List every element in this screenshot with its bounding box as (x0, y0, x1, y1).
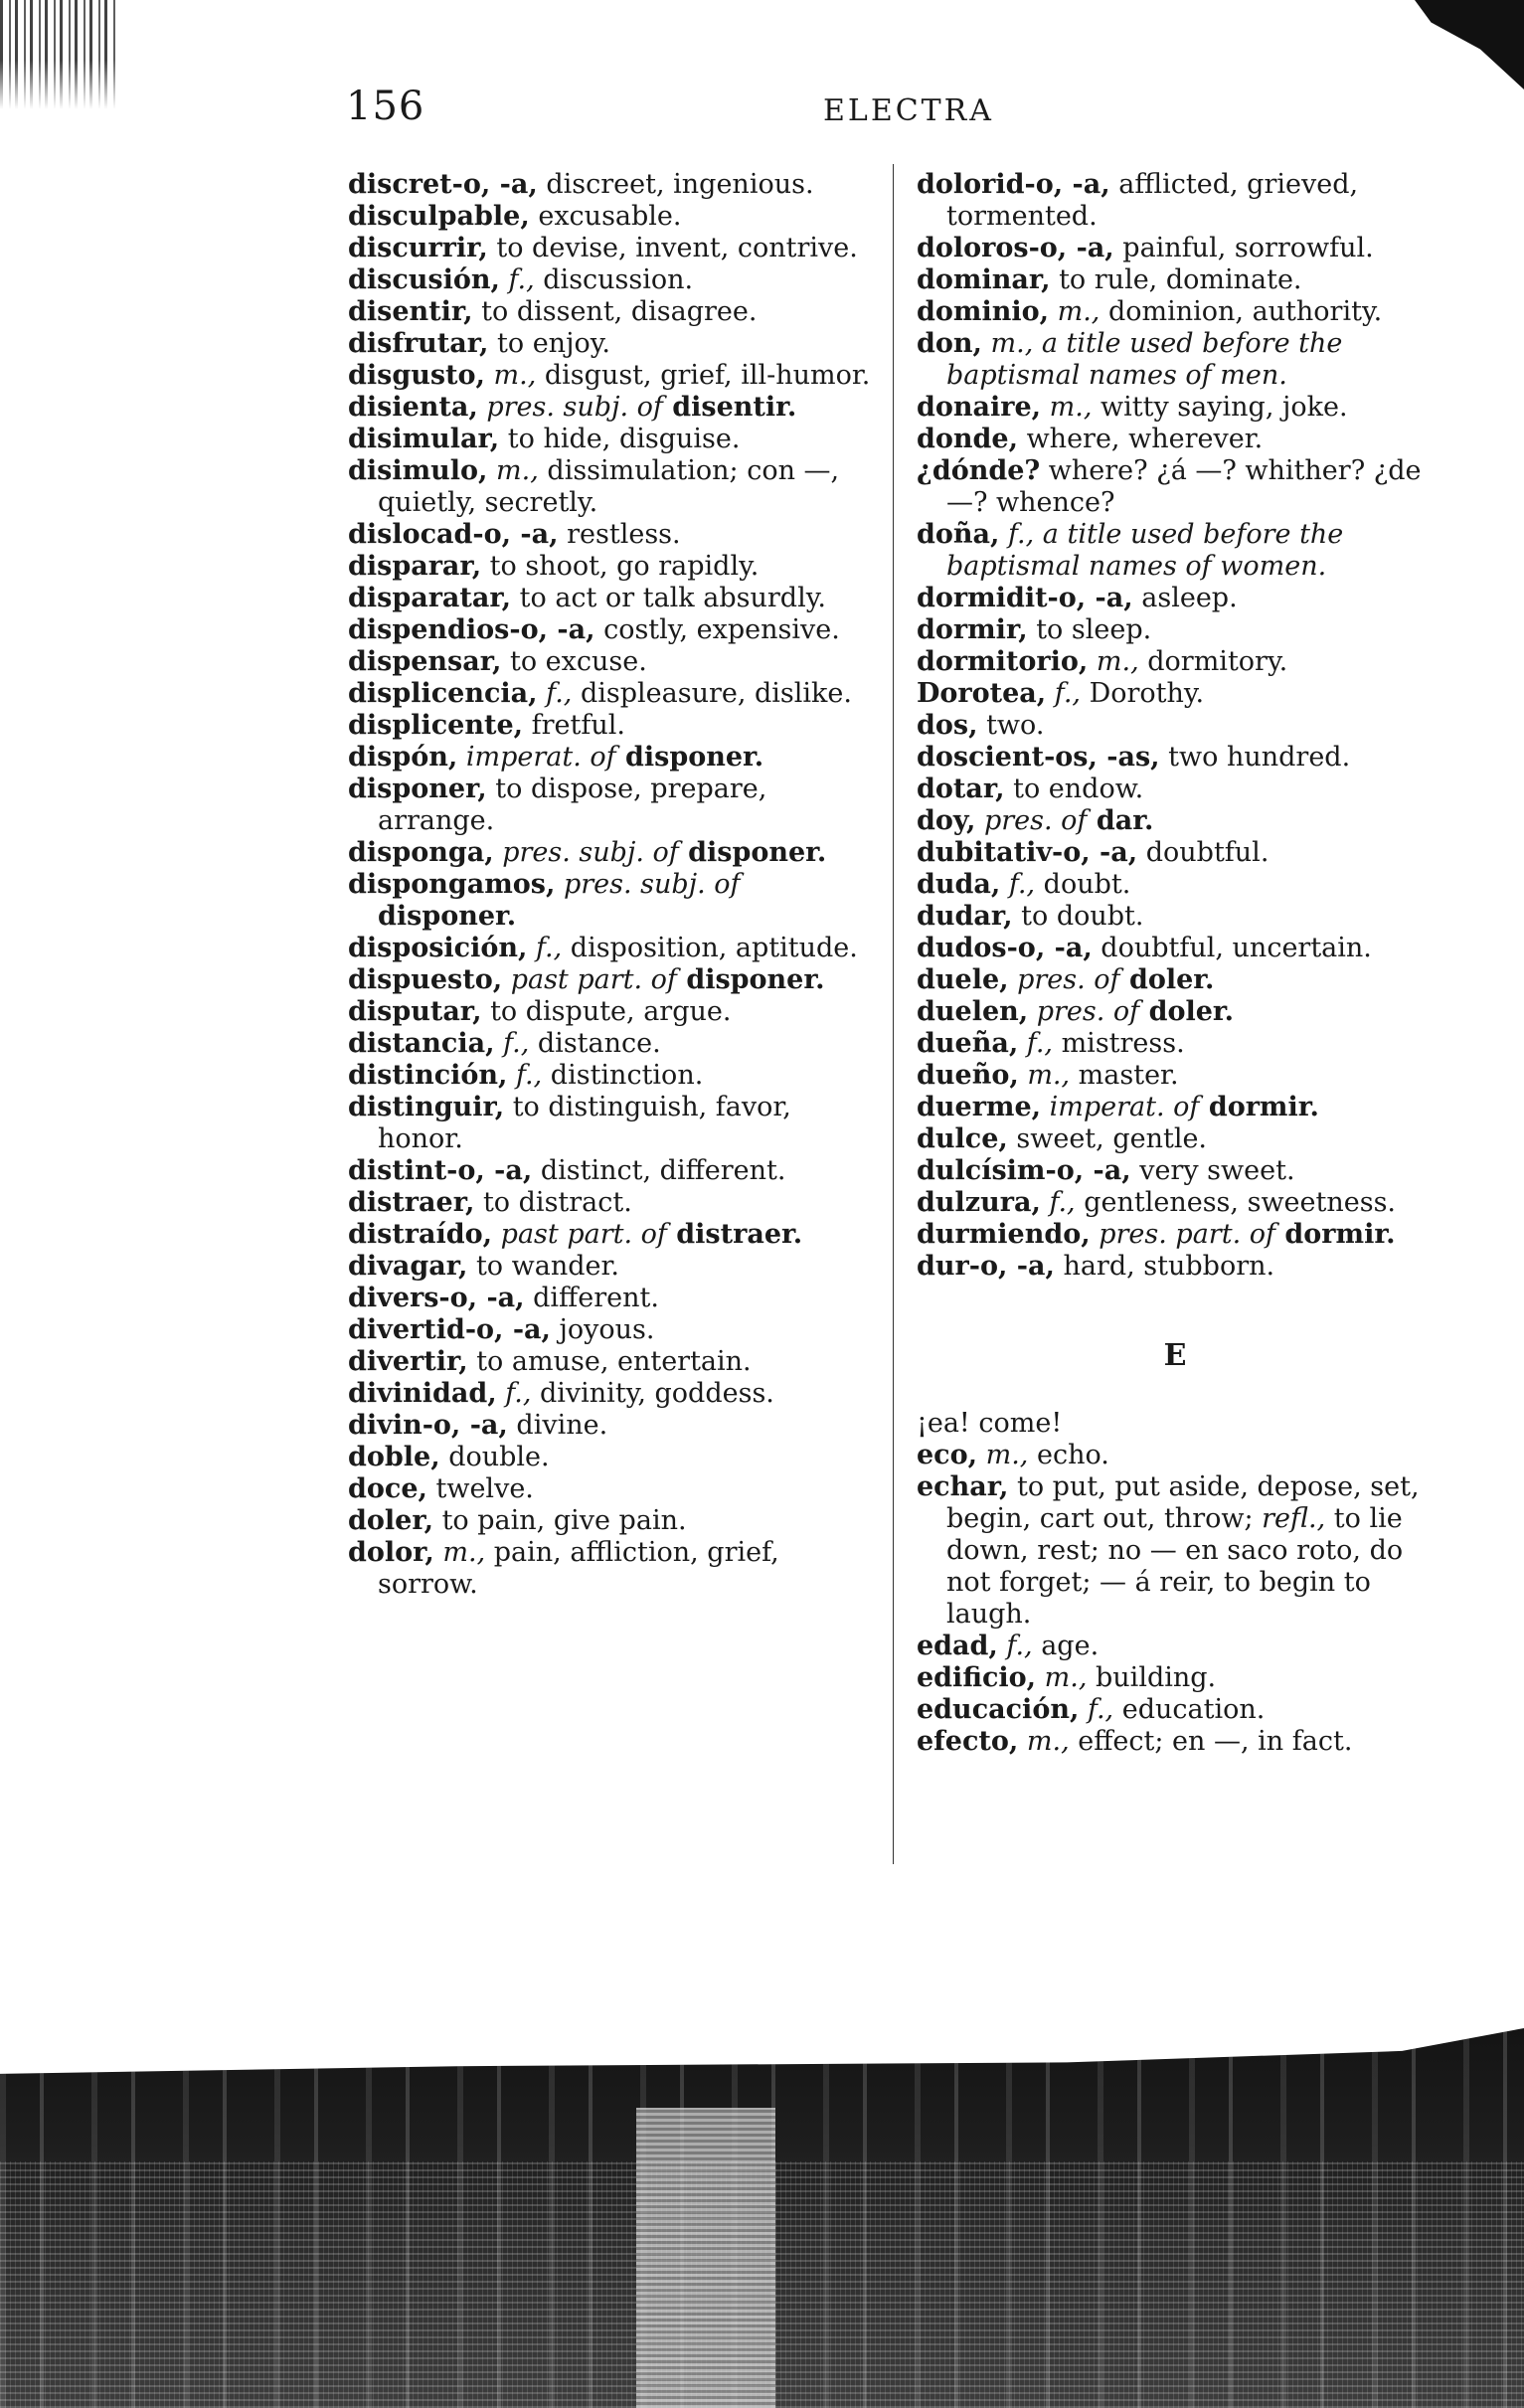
definition: age. (1032, 1631, 1100, 1661)
headword: dormir, (917, 614, 1028, 645)
headword: dubitativ-o, -a, (917, 837, 1138, 868)
dictionary-entry (348, 296, 885, 328)
headword: disputar, (348, 996, 482, 1027)
grammar-note: f., (1046, 678, 1081, 709)
dictionary-entry (917, 1662, 1434, 1694)
dictionary-entry (917, 1440, 1434, 1471)
cross-reference: doler. (1119, 964, 1215, 995)
dictionary-entry (348, 742, 885, 774)
dictionary-entry (348, 169, 885, 201)
headword: dispuesto, (348, 964, 503, 995)
dictionary-entry (917, 264, 1434, 296)
definition: echo. (1028, 1440, 1109, 1470)
definition: dormitory. (1138, 646, 1288, 677)
dictionary-entry (917, 837, 1434, 869)
dictionary-entry (917, 678, 1434, 710)
grammar-note: m., (1018, 1726, 1070, 1757)
scan-light-patch (636, 2108, 775, 2408)
headword: dueño, (917, 1060, 1019, 1091)
definition: to distract. (474, 1187, 632, 1218)
grammar-note: pres. of (975, 805, 1088, 836)
headword: displicente, (348, 710, 524, 741)
cross-reference: disentir. (662, 392, 797, 423)
headword: disponer, (348, 774, 487, 804)
headword: divagar, (348, 1251, 468, 1282)
grammar-note: f., (494, 1028, 530, 1059)
headword: disimular, (348, 424, 500, 454)
headword: doler, (348, 1505, 433, 1536)
dictionary-entry (348, 1251, 885, 1283)
headword: disienta, (348, 392, 478, 423)
dictionary-entry (917, 901, 1434, 933)
cross-reference: disponer. (378, 901, 517, 932)
grammar-note: m., (1036, 1662, 1088, 1693)
page-header (346, 84, 994, 143)
grammar-note: imperat. of (457, 742, 616, 773)
dictionary-entry (917, 996, 1434, 1028)
dictionary-entry (348, 264, 885, 296)
dictionary-entry (348, 1473, 885, 1505)
headword: doble, (348, 1442, 440, 1472)
dictionary-entry (917, 646, 1434, 678)
definition: fretful. (523, 710, 625, 741)
grammar-note: pres. part. of (1090, 1219, 1275, 1250)
headword: duelen, (917, 996, 1029, 1027)
headword: dormitorio, (917, 646, 1089, 677)
dictionary-entry (917, 774, 1434, 805)
dictionary-entry (348, 996, 885, 1028)
headword: divers-o, -a, (348, 1283, 525, 1313)
definition: joyous. (550, 1314, 655, 1345)
definition: hard, stubborn. (1054, 1251, 1275, 1282)
definition: dissimulation; con —, quietly, secretly. (378, 455, 840, 518)
dictionary-entry (348, 583, 885, 614)
headword: doscient-os, -as, (917, 742, 1160, 773)
definition: education. (1113, 1694, 1266, 1725)
dictionary-entry (348, 1060, 885, 1092)
grammar-note: pres. subj. of (477, 392, 663, 423)
headword: dueña, (917, 1028, 1019, 1059)
definition: to distinguish, favor, honor. (378, 1092, 791, 1154)
dictionary-entry (917, 583, 1434, 614)
scan-artifact-top-left (0, 0, 119, 109)
headword: disentir, (348, 296, 473, 327)
definition: mistress. (1053, 1028, 1185, 1059)
dictionary-entry (917, 328, 1434, 392)
headword: educación, (917, 1694, 1080, 1725)
dictionary-entry (348, 678, 885, 710)
page-number: 156 (346, 84, 425, 129)
scan-artifact-bottom (0, 2028, 1524, 2408)
definition: double. (439, 1442, 550, 1472)
definition: building. (1087, 1662, 1217, 1693)
headword: distraído, (348, 1219, 493, 1250)
dictionary-entry (917, 455, 1434, 519)
dictionary-entry (917, 710, 1434, 742)
cross-reference: dormir. (1199, 1092, 1319, 1122)
definition: to endow. (1004, 774, 1144, 804)
definition: gentleness, sweetness. (1075, 1187, 1397, 1218)
definition: to dissent, disagree. (472, 296, 758, 327)
definition: distinction. (542, 1060, 704, 1091)
grammar-note: m., (484, 360, 537, 391)
definition: to dispute, argue. (481, 996, 732, 1027)
headword: distraer, (348, 1187, 475, 1218)
grammar-note: f., (1000, 869, 1036, 900)
dictionary-entry (917, 1028, 1434, 1060)
definition: sweet, gentle. (1007, 1123, 1208, 1154)
dictionary-entry (348, 1219, 885, 1251)
grammar-note: f., (527, 933, 563, 963)
definition: twelve. (426, 1473, 534, 1504)
definition: to sleep. (1027, 614, 1152, 645)
definition: to dispose, prepare, arrange. (378, 774, 767, 836)
dictionary-entry (348, 1092, 885, 1155)
dictionary-entry (348, 837, 885, 869)
headword: discusión, (348, 264, 500, 295)
definition: disposition, aptitude. (562, 933, 858, 963)
grammar-note: f., (997, 1631, 1033, 1661)
definition: to rule, dominate. (1050, 264, 1302, 295)
headword: dominar, (917, 264, 1051, 295)
grammar-note: f., (1079, 1694, 1114, 1725)
grammar-note: f., (1040, 1187, 1076, 1218)
definition: afflicted, grieved, tormented. (946, 169, 1359, 232)
headword: doloros-o, -a, (917, 233, 1114, 263)
scan-artifact-top-right (1415, 0, 1524, 89)
dictionary-entry (917, 519, 1434, 583)
definition: to act or talk absurdly. (511, 583, 826, 613)
grammar-note: f., a title used before the baptismal names of women. (946, 519, 1344, 582)
headword: donde, (917, 424, 1018, 454)
dictionary-entry (348, 551, 885, 583)
headword: eco, (917, 1440, 978, 1470)
definition: master. (1070, 1060, 1179, 1091)
definition: painful, sorrowful. (1113, 233, 1374, 263)
cross-reference: dar. (1087, 805, 1154, 836)
headword: dispendios-o, -a, (348, 614, 595, 645)
definition: disgust, grief, ill-humor. (536, 360, 871, 391)
dictionary-entry (917, 614, 1434, 646)
headword: dotar, (917, 774, 1005, 804)
headword: dormidit-o, -a, (917, 583, 1133, 613)
headword: distinción, (348, 1060, 508, 1091)
definition: distinct, different. (532, 1155, 786, 1186)
dictionary-entry (348, 1537, 885, 1601)
headword: dolor, (348, 1537, 434, 1568)
headword: efecto, (917, 1726, 1019, 1757)
definition: Dorothy. (1080, 678, 1205, 709)
cross-reference: doler. (1139, 996, 1235, 1027)
definition: dominion, authority. (1100, 296, 1383, 327)
grammar-note: refl., (1253, 1503, 1326, 1534)
dictionary-column-left (348, 169, 885, 1601)
dictionary-entry (348, 1505, 885, 1537)
dictionary-entry (917, 933, 1434, 964)
headword: dudos-o, -a, (917, 933, 1093, 963)
dictionary-entry (917, 1471, 1434, 1631)
headword: divertid-o, -a, (348, 1314, 551, 1345)
definition: two hundred. (1159, 742, 1351, 773)
grammar-note: m., a title used before the baptismal names of men. (946, 328, 1343, 391)
dictionary-entry (917, 869, 1434, 901)
headword: edificio, (917, 1662, 1037, 1693)
headword: edad, (917, 1631, 998, 1661)
definition: pain, affliction, grief, sorrow. (378, 1537, 779, 1600)
grammar-note: m., (1041, 392, 1093, 423)
dictionary-entry (348, 1283, 885, 1314)
dictionary-entry (917, 1123, 1434, 1155)
headword: displicencia, (348, 678, 538, 709)
definition: to hide, disguise. (499, 424, 741, 454)
definition: doubtful, uncertain. (1092, 933, 1372, 963)
dictionary-entry (348, 360, 885, 392)
dictionary-entry (917, 1694, 1434, 1726)
cross-reference: disponer. (615, 742, 764, 773)
headword: disimulo, (348, 455, 488, 486)
dictionary-entry (917, 742, 1434, 774)
headword: disculpable, (348, 201, 530, 232)
dictionary-entry (348, 869, 885, 933)
cross-reference: disponer. (678, 837, 827, 868)
definition: ¡ea! come! (917, 1408, 1063, 1439)
headword: disponga, (348, 837, 494, 868)
grammar-note: pres. subj. of (555, 869, 741, 900)
headword: discret-o, -a, (348, 169, 538, 200)
definition: where? ¿á —? whither? ¿de —? whence? (946, 455, 1422, 518)
dictionary-entry (917, 1155, 1434, 1187)
grammar-note: imperat. of (1041, 1092, 1200, 1122)
dictionary-column-right (917, 169, 1434, 1758)
headword: Dorotea, (917, 678, 1047, 709)
dictionary-entry (348, 392, 885, 424)
headword: divertir, (348, 1346, 468, 1377)
grammar-note: pres. of (1028, 996, 1140, 1027)
cross-reference: dormir. (1274, 1219, 1396, 1250)
headword: doña, (917, 519, 1000, 550)
grammar-note: f., (537, 678, 573, 709)
dictionary-entry (348, 519, 885, 551)
dictionary-entry (917, 1060, 1434, 1092)
definition: effect; en —, in fact. (1069, 1726, 1353, 1757)
dictionary-entry (917, 296, 1434, 328)
dictionary-entry (917, 1408, 1434, 1440)
headword: dispensar, (348, 646, 502, 677)
definition: divine. (507, 1410, 608, 1441)
grammar-note: m., (977, 1440, 1029, 1470)
dictionary-entry (917, 964, 1434, 996)
definition: costly, expensive. (594, 614, 840, 645)
headword: dispón, (348, 742, 458, 773)
dictionary-entry (348, 614, 885, 646)
dictionary-entry (348, 774, 885, 837)
dictionary-entry (348, 1314, 885, 1346)
definition: divinity, goddess. (531, 1378, 774, 1409)
definition: excusable. (529, 201, 682, 232)
headword: distinguir, (348, 1092, 505, 1122)
grammar-note: m., (487, 455, 539, 486)
grammar-note: pres. of (1008, 964, 1120, 995)
definition: restless. (558, 519, 681, 550)
headword: duerme, (917, 1092, 1042, 1122)
dictionary-entry (917, 233, 1434, 264)
headword: divin-o, -a, (348, 1410, 508, 1441)
definition: displeasure, dislike. (572, 678, 852, 709)
dictionary-entry (348, 646, 885, 678)
definition: distance. (529, 1028, 661, 1059)
headword: duele, (917, 964, 1009, 995)
headword: dos, (917, 710, 978, 741)
headword: dudar, (917, 901, 1013, 932)
dictionary-entry (917, 424, 1434, 455)
headword: discurrir, (348, 233, 488, 263)
headword: doce, (348, 1473, 427, 1504)
dictionary-entry (348, 328, 885, 360)
headword: distint-o, -a, (348, 1155, 533, 1186)
headword: dispongamos, (348, 869, 556, 900)
definition: to wander. (467, 1251, 620, 1282)
definition: two. (977, 710, 1045, 741)
grammar-note: pres. subj. of (493, 837, 679, 868)
definition: discussion. (534, 264, 694, 295)
cross-reference: disponer. (676, 964, 825, 995)
definition: doubtful. (1137, 837, 1270, 868)
grammar-note: m., (1088, 646, 1139, 677)
definition: to put, put aside, depose, set, begin, cart out, throw; (946, 1471, 1420, 1534)
definition: to lie down, rest; no — en saco roto, do not forget; — á reir, to begin to laugh. (946, 1503, 1404, 1630)
headword: dulcísim-o, -a, (917, 1155, 1131, 1186)
dictionary-entry (348, 1155, 885, 1187)
definition: witty saying, joke. (1092, 392, 1348, 423)
dictionary-entry (348, 455, 885, 519)
headword: dolorid-o, -a, (917, 169, 1110, 200)
dictionary-entry (917, 805, 1434, 837)
headword: ¿dónde? (917, 455, 1041, 486)
dictionary-entry (348, 964, 885, 996)
dictionary-entry (348, 1410, 885, 1442)
headword: disgusto, (348, 360, 485, 391)
dictionary-entry (348, 1346, 885, 1378)
headword: don, (917, 328, 982, 359)
headword: doy, (917, 805, 976, 836)
grammar-note: f., (1018, 1028, 1053, 1059)
dictionary-entry (348, 1442, 885, 1473)
dictionary-entry (348, 233, 885, 264)
dictionary-entry (348, 933, 885, 964)
headword: dulce, (917, 1123, 1008, 1154)
column-divider (893, 164, 894, 1864)
headword: duda, (917, 869, 1001, 900)
definition: to amuse, entertain. (467, 1346, 752, 1377)
headword: echar, (917, 1471, 1009, 1502)
dictionary-entry (348, 710, 885, 742)
dictionary-entry (917, 1726, 1434, 1758)
dictionary-entry (348, 1378, 885, 1410)
headword: disparatar, (348, 583, 512, 613)
grammar-note: m., (1018, 1060, 1071, 1091)
dictionary-entry (917, 1092, 1434, 1123)
running-head: ELECTRA (823, 93, 994, 128)
dictionary-entry (917, 1187, 1434, 1219)
definition: to pain, give pain. (432, 1505, 687, 1536)
headword: dur-o, -a, (917, 1251, 1055, 1282)
dictionary-entry (348, 424, 885, 455)
dictionary-entry (348, 1028, 885, 1060)
dictionary-entry (917, 1631, 1434, 1662)
dictionary-entry (917, 1219, 1434, 1251)
dictionary-entry (348, 201, 885, 233)
headword: donaire, (917, 392, 1042, 423)
headword: dominio, (917, 296, 1050, 327)
headword: dislocad-o, -a, (348, 519, 559, 550)
definition: where, wherever. (1017, 424, 1264, 454)
definition: doubt. (1035, 869, 1131, 900)
cross-reference: distraer. (666, 1219, 803, 1250)
headword: dulzura, (917, 1187, 1041, 1218)
dictionary-entry (917, 1251, 1434, 1283)
definition: discreet, ingenious. (537, 169, 814, 200)
section-letter: E (1163, 1338, 1187, 1373)
grammar-note: f., (507, 1060, 543, 1091)
grammar-note: m., (433, 1537, 486, 1568)
definition: to shoot, go rapidly. (481, 551, 760, 582)
headword: distancia, (348, 1028, 495, 1059)
grammar-note: past part. of (492, 1219, 667, 1250)
grammar-note: f., (499, 264, 535, 295)
definition: to excuse. (501, 646, 647, 677)
grammar-note: past part. of (502, 964, 677, 995)
dictionary-entry (348, 1187, 885, 1219)
definition: very sweet. (1130, 1155, 1295, 1186)
headword: disposición, (348, 933, 528, 963)
headword: divinidad, (348, 1378, 497, 1409)
definition: to enjoy. (488, 328, 610, 359)
dictionary-entry (917, 392, 1434, 424)
headword: disparar, (348, 551, 482, 582)
definition: to devise, invent, contrive. (487, 233, 858, 263)
dictionary-entry (917, 169, 1434, 233)
headword: disfrutar, (348, 328, 489, 359)
grammar-note: m., (1049, 296, 1101, 327)
headword: durmiendo, (917, 1219, 1091, 1250)
grammar-note: f., (496, 1378, 532, 1409)
definition: asleep. (1132, 583, 1238, 613)
definition: different. (524, 1283, 659, 1313)
definition: to doubt. (1012, 901, 1144, 932)
